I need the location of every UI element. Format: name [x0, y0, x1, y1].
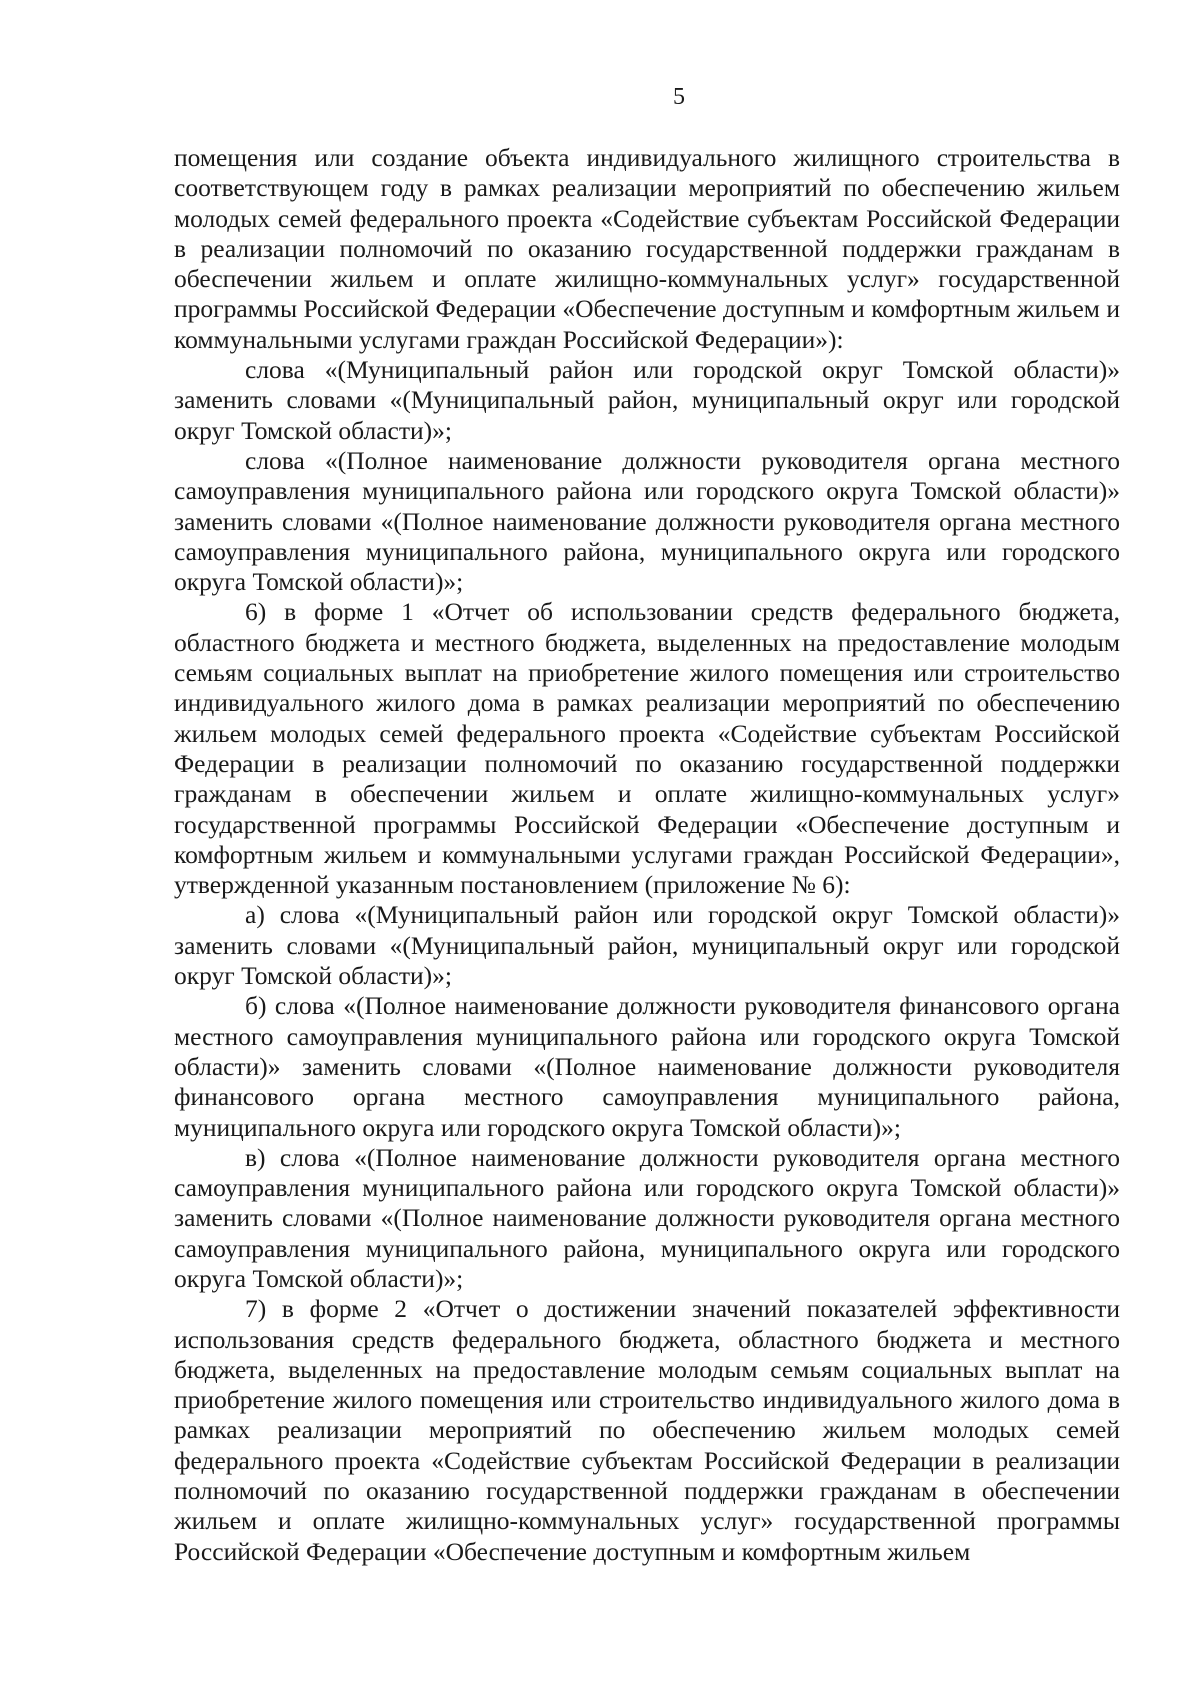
- paragraph-continuation: помещения или создание объекта индивидуального жилищного строительства в соответствующем году в рамках реализации мероприятий по обеспечению жильем молодых семей федерального проекта «Содействие субъектам Российской Федерации в реализации полномочий по оказанию государственной поддержки гражданам в обеспечении жильем и оплате жилищно-коммунальных услуг» государственной программы Российской Федерации «Обеспечение доступным и комфортным жильем и коммунальными услугами граждан Российской Федерации»):: [174, 143, 1120, 354]
- paragraph-item-6: 6) в форме 1 «Отчет об использовании средств федерального бюджета, областного бюджета и местного бюджета, выделенных на предоставление молодым семьям социальных выплат на приобретение жилого помещения или строительство индивидуального жилого дома в рамках реализации мероприятий по обеспечению жильем молодых семей федерального проекта «Содействие субъектам Российской Федерации в реализации полномочий по оказанию государственной поддержки гражданам в обеспечении жильем и оплате жилищно-коммунальных услуг» государственной программы Российской Федерации «Обеспечение доступным и комфортным жильем и коммунальными услугами граждан Российской Федерации», утвержденной указанным постановлением (приложение № 6):: [174, 597, 1120, 900]
- paragraph-municipal-district-words: слова «(Муниципальный район или городской округ Томской области)» заменить словами «(Муниципальный район, муниципальный округ или городской округ Томской области)»;: [174, 355, 1120, 445]
- page-number: 5: [673, 84, 685, 110]
- paragraph-item-6b: б) слова «(Полное наименование должности руководителя финансового органа местного самоуправления муниципального района или городского округа Томской области)» заменить словами «(Полное наименование должности руководителя финансового органа местного самоуправления муниципального района, муниципального округа или городского округа Томской области)»;: [174, 991, 1120, 1142]
- paragraph-item-6a: а) слова «(Муниципальный район или городской округ Томской области)» заменить словами «(Муниципальный район, муниципальный округ или городской округ Томской области)»;: [174, 900, 1120, 991]
- document-body: [174, 143, 1120, 1567]
- paragraph-item-7: 7) в форме 2 «Отчет о достижении значений показателей эффективности использования средств федерального бюджета, областного бюджета и местного бюджета, выделенных на предоставление молодым семьям социальных выплат на приобретение жилого помещения или строительство индивидуального жилого дома в рамках реализации мероприятий по обеспечению жильем молодых семей федерального проекта «Содействие субъектам Российской Федерации в реализации полномочий по оказанию государственной поддержки гражданам в обеспечении жильем и оплате жилищно-коммунальных услуг» государственной программы Российской Федерации «Обеспечение доступным и комфортным жильем: [174, 1294, 1120, 1566]
- paragraph-official-title-words: слова «(Полное наименование должности руководителя органа местного самоуправления муниципального района или городского округа Томской области)» заменить словами «(Полное наименование должности руководителя органа местного самоуправления муниципального района, муниципального округа или городского округа Томской области)»;: [174, 445, 1120, 597]
- paragraph-item-6v: в) слова «(Полное наименование должности руководителя органа местного самоуправления муниципального района или городского округа Томской области)» заменить словами «(Полное наименование должности руководителя органа местного самоуправления муниципального района, муниципального округа или городского округа Томской области)»;: [174, 1142, 1120, 1293]
